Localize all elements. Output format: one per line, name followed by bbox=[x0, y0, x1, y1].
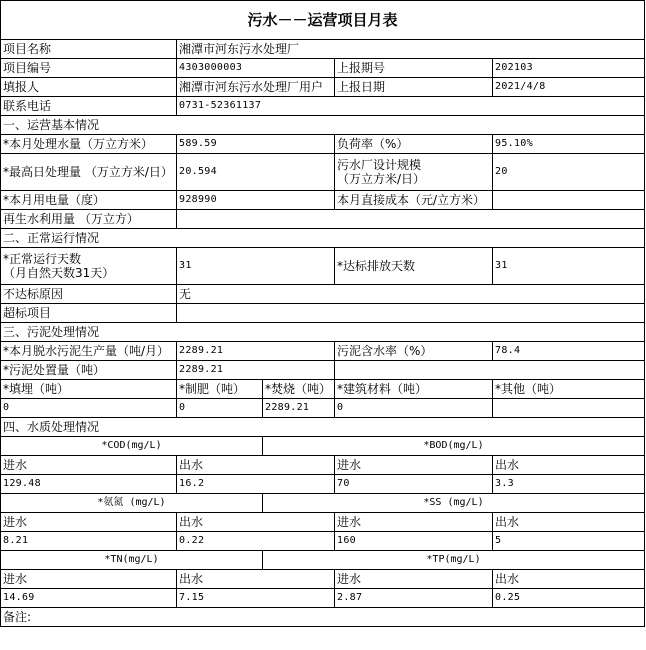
report-date-label: 上报日期 bbox=[335, 78, 493, 97]
tp-inlet-value: 2.87 bbox=[335, 589, 493, 608]
ss-outlet-label: 出水 bbox=[493, 513, 645, 532]
cod-outlet-label: 出水 bbox=[177, 456, 335, 475]
tn-outlet-value: 7.15 bbox=[177, 589, 335, 608]
bod-outlet-label: 出水 bbox=[493, 456, 645, 475]
report-period-value: 202103 bbox=[493, 59, 645, 78]
tn-inlet-label: 进水 bbox=[1, 570, 177, 589]
ss-outlet-value: 5 bbox=[493, 532, 645, 551]
direct-cost-label: 本月直接成本（元/立方米） bbox=[335, 191, 493, 210]
load-rate-value: 95.10% bbox=[493, 135, 645, 154]
tn-outlet-label: 出水 bbox=[177, 570, 335, 589]
nh3-inlet-value: 8.21 bbox=[1, 532, 177, 551]
project-no-value: 4303000003 bbox=[177, 59, 335, 78]
sludge-disposal-value: 2289.21 bbox=[177, 361, 335, 380]
design-scale-label bbox=[335, 154, 493, 191]
electricity-value: 928990 bbox=[177, 191, 335, 210]
cod-header: *COD(mg/L) bbox=[1, 437, 263, 456]
normal-days-label bbox=[1, 248, 177, 285]
disposal-incineration-value: 2289.21 bbox=[263, 399, 335, 418]
ss-inlet-value: 160 bbox=[335, 532, 493, 551]
sludge-disposal-label: *污泥处置量（吨） bbox=[1, 361, 177, 380]
disposal-other-value bbox=[493, 399, 645, 418]
normal-days-label-line1: *正常运行天数 bbox=[3, 252, 82, 266]
direct-cost-value bbox=[493, 191, 645, 210]
disposal-fertilizer-label: *制肥（吨） bbox=[177, 380, 263, 399]
section-heading-water-quality: 四、水质处理情况 bbox=[1, 418, 645, 437]
disposal-landfill-label: *填埋（吨） bbox=[1, 380, 177, 399]
report-period-label: 上报期号 bbox=[335, 59, 493, 78]
bod-header: *BOD(mg/L) bbox=[263, 437, 645, 456]
exceed-items-value bbox=[177, 304, 645, 323]
design-scale-label-line2: （万立方米/日） bbox=[337, 172, 426, 186]
project-no-label: 项目编号 bbox=[1, 59, 177, 78]
tn-header: *TN(mg/L) bbox=[1, 551, 263, 570]
disposal-landfill-value: 0 bbox=[1, 399, 177, 418]
tp-inlet-label: 进水 bbox=[335, 570, 493, 589]
sludge-output-label: *本月脱水污泥生产量（吨/月） bbox=[1, 342, 177, 361]
sludge-output-value: 2289.21 bbox=[177, 342, 335, 361]
filler-label: 填报人 bbox=[1, 78, 177, 97]
bod-inlet-label: 进水 bbox=[335, 456, 493, 475]
normal-days-value: 31 bbox=[177, 248, 335, 285]
project-name-label: 项目名称 bbox=[1, 40, 177, 59]
phone-label: 联系电话 bbox=[1, 97, 177, 116]
electricity-label: *本月用电量（度） bbox=[1, 191, 177, 210]
design-scale-value: 20 bbox=[493, 154, 645, 191]
section-heading-normal-running: 二、正常运行情况 bbox=[1, 229, 645, 248]
bod-inlet-value: 70 bbox=[335, 475, 493, 494]
tp-outlet-label: 出水 bbox=[493, 570, 645, 589]
noncompliance-reason-value: 无 bbox=[177, 285, 645, 304]
disposal-fertilizer-value: 0 bbox=[177, 399, 263, 418]
sludge-disposal-blank bbox=[335, 361, 645, 380]
report-title: 污水－－运营项目月表 bbox=[1, 1, 645, 40]
filler-value: 湘潭市河东污水处理厂用户 bbox=[177, 78, 335, 97]
cod-inlet-label: 进水 bbox=[1, 456, 177, 475]
ss-inlet-label: 进水 bbox=[335, 513, 493, 532]
nh3-inlet-label: 进水 bbox=[1, 513, 177, 532]
max-daily-value: 20.594 bbox=[177, 154, 335, 191]
remarks-label: 备注: bbox=[1, 608, 645, 627]
sludge-moisture-value: 78.4 bbox=[493, 342, 645, 361]
cod-outlet-value: 16.2 bbox=[177, 475, 335, 494]
compliant-days-label: *达标排放天数 bbox=[335, 248, 493, 285]
reclaimed-label: 再生水利用量 （万立方） bbox=[1, 210, 177, 229]
disposal-other-label: *其他（吨） bbox=[493, 380, 645, 399]
phone-value: 0731-52361137 bbox=[177, 97, 645, 116]
disposal-building-material-value: 0 bbox=[335, 399, 493, 418]
monthly-volume-value: 589.59 bbox=[177, 135, 335, 154]
max-daily-label: *最高日处理量 （万立方米/日） bbox=[1, 154, 177, 191]
report-date-value: 2021/4/8 bbox=[493, 78, 645, 97]
exceed-items-label: 超标项目 bbox=[1, 304, 177, 323]
tp-outlet-value: 0.25 bbox=[493, 589, 645, 608]
design-scale-label-line1: 污水厂设计规模 bbox=[337, 158, 422, 172]
bod-outlet-value: 3.3 bbox=[493, 475, 645, 494]
reclaimed-value bbox=[177, 210, 645, 229]
ss-header: *SS (mg/L) bbox=[263, 494, 645, 513]
load-rate-label: 负荷率（%） bbox=[335, 135, 493, 154]
compliant-days-value: 31 bbox=[493, 248, 645, 285]
section-heading-sludge: 三、污泥处理情况 bbox=[1, 323, 645, 342]
project-name-value: 湘潭市河东污水处理厂 bbox=[177, 40, 645, 59]
nh3-header: *氨氮 (mg/L) bbox=[1, 494, 263, 513]
tp-header: *TP(mg/L) bbox=[263, 551, 645, 570]
section-heading-operation: 一、运营基本情况 bbox=[1, 116, 645, 135]
nh3-outlet-value: 0.22 bbox=[177, 532, 335, 551]
cod-inlet-value: 129.48 bbox=[1, 475, 177, 494]
tn-inlet-value: 14.69 bbox=[1, 589, 177, 608]
normal-days-label-line2: （月自然天数31天） bbox=[3, 266, 115, 280]
disposal-incineration-label: *焚烧（吨） bbox=[263, 380, 335, 399]
sludge-moisture-label: 污泥含水率（%） bbox=[335, 342, 493, 361]
nh3-outlet-label: 出水 bbox=[177, 513, 335, 532]
disposal-building-material-label: *建筑材料（吨） bbox=[335, 380, 493, 399]
monthly-volume-label: *本月处理水量（万立方米） bbox=[1, 135, 177, 154]
noncompliance-reason-label: 不达标原因 bbox=[1, 285, 177, 304]
